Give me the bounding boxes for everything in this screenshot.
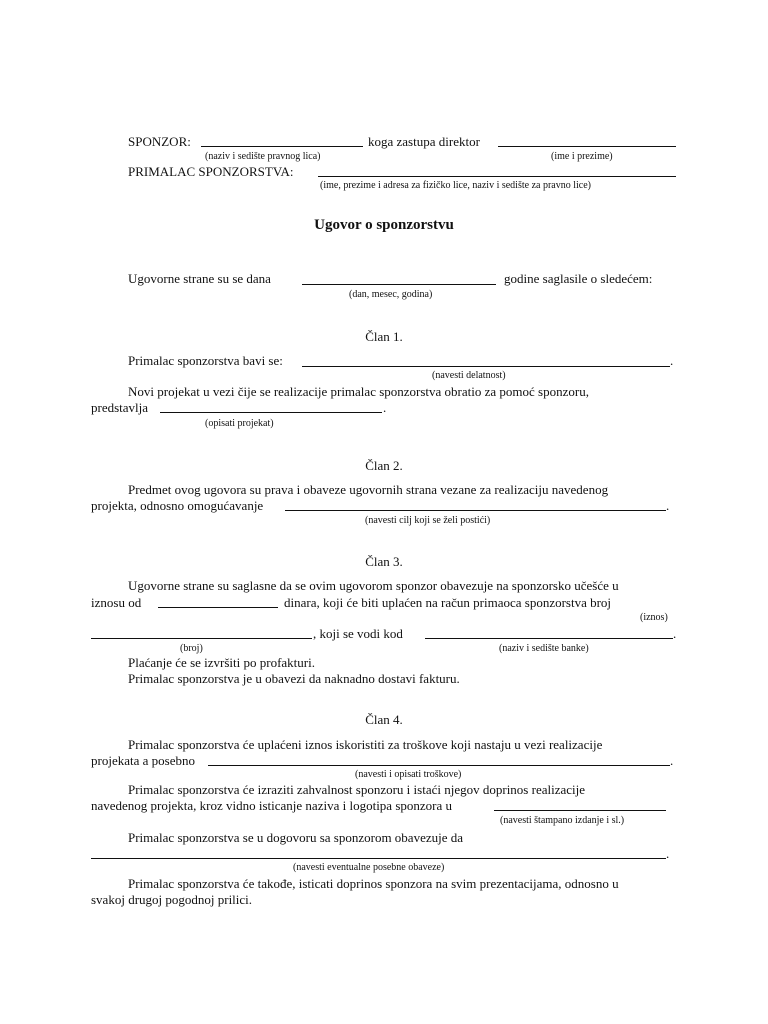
clan2-line1: Predmet ovog ugovora su prava i obaveze ugovornih strana vezane za realizaciju navedenog (128, 482, 609, 497)
period-6: . (666, 846, 670, 861)
clan4-p4-line1: Primalac sponzorstva će takođe, isticati doprinos sponzora na svim prezentacijama, odnosno u (128, 876, 619, 891)
period-3: . (666, 498, 670, 513)
clan3-line4: Plaćanje će se izvršiti po profakturi. (128, 655, 315, 670)
clan1-p2-line1: Novi projekat u vezi čije se realizacije primalac sponzorstva obratio za pomoć sponzoru, (128, 384, 589, 399)
clan3-heading: Član 3. (365, 554, 403, 569)
hint-obaveze: (navesti eventualne posebne obaveze) (293, 862, 445, 873)
banka-line[interactable] (425, 638, 673, 639)
period-4: . (673, 626, 677, 641)
hint-iznos: (iznos) (640, 612, 668, 623)
period-1: . (670, 353, 674, 368)
cilj-line[interactable] (285, 510, 666, 511)
projekat-line[interactable] (160, 412, 382, 413)
hint-projekat: (opisati projekat) (205, 418, 274, 429)
clan3-line5: Primalac sponzorstva je u obavezi da naknadno dostavi fakturu. (128, 671, 460, 686)
primalac-label: PRIMALAC SPONZORSTVA: (128, 164, 294, 179)
intro-text-a: Ugovorne strane su se dana (128, 271, 271, 286)
clan3-line2-a: iznosu od (91, 595, 142, 610)
hint-date: (dan, mesec, godina) (349, 289, 433, 300)
clan4-p2-line2: navedenog projekta, kroz vidno isticanje naziva i logotipa sponzora u (91, 798, 452, 813)
date-line[interactable] (302, 284, 496, 285)
hint-ime-prezime: (ime i prezime) (551, 151, 613, 162)
primalac-name-line[interactable] (318, 176, 676, 177)
clan4-p3-line1: Primalac sponzorstva se u dogovoru sa sponzorom obavezuje da (128, 830, 464, 845)
sponzor-label: SPONZOR: (128, 134, 191, 149)
izdanje-line[interactable] (494, 810, 666, 811)
direktor-name-line[interactable] (498, 146, 676, 147)
hint-cilj: (navesti cilj koji se želi postići) (365, 515, 491, 526)
koga-zastupa-label: koga zastupa direktor (368, 134, 480, 149)
hint-delatnost: (navesti delatnost) (432, 370, 506, 381)
clan4-p1-line2: projekata a posebno (91, 753, 195, 768)
clan4-p1-line1: Primalac sponzorstva će uplaćeni iznos iskoristiti za troškove koji nastaju u vezi realizacije (128, 737, 603, 752)
hint-izdanje: (navesti štampano izdanje i sl.) (500, 815, 625, 826)
period-2: . (383, 400, 387, 415)
clan2-heading: Član 2. (365, 458, 403, 473)
clan3-line1: Ugovorne strane su saglasne da se ovim ugovorom sponzor obavezuje na sponzorsko učešće u (128, 578, 619, 593)
iznos-line[interactable] (158, 607, 278, 608)
hint-banka: (naziv i sedište banke) (499, 643, 589, 654)
clan3-line3-b: , koji se vodi kod (313, 626, 403, 641)
clan1-p2-line2: predstavlja (91, 400, 149, 415)
broj-racuna-line[interactable] (91, 638, 312, 639)
hint-naziv-sediste: (naziv i sedište pravnog lica) (205, 151, 321, 162)
period-5: . (670, 753, 674, 768)
hint-primalac: (ime, prezime i adresa za fizičko lice, naziv i sedište za pravno lice) (320, 180, 591, 191)
clan1-p1: Primalac sponzorstva bavi se: (128, 353, 283, 368)
hint-broj: (broj) (180, 643, 203, 654)
troskovi-line[interactable] (208, 765, 670, 766)
delatnost-line[interactable] (302, 366, 670, 367)
clan4-p2-line1: Primalac sponzorstva će izraziti zahvalnost sponzoru i istaći njegov doprinos realizacije (128, 782, 586, 797)
sponzor-name-line[interactable] (201, 146, 363, 147)
intro-text-b: godine saglasile o sledećem: (504, 271, 653, 286)
clan1-heading: Član 1. (365, 329, 403, 344)
clan3-line2-b: dinara, koji će biti uplaćen na račun primaoca sponzorstva broj (284, 595, 612, 610)
obaveze-line[interactable] (91, 858, 666, 859)
clan4-heading: Član 4. (365, 712, 403, 727)
hint-troskovi: (navesti i opisati troškove) (355, 769, 462, 780)
clan4-p4-line2: svakoj drugoj pogodnoj prilici. (91, 892, 253, 907)
clan2-line2: projekta, odnosno omogućavanje (91, 498, 264, 513)
document-title: Ugovor o sponzorstvu (314, 217, 454, 233)
